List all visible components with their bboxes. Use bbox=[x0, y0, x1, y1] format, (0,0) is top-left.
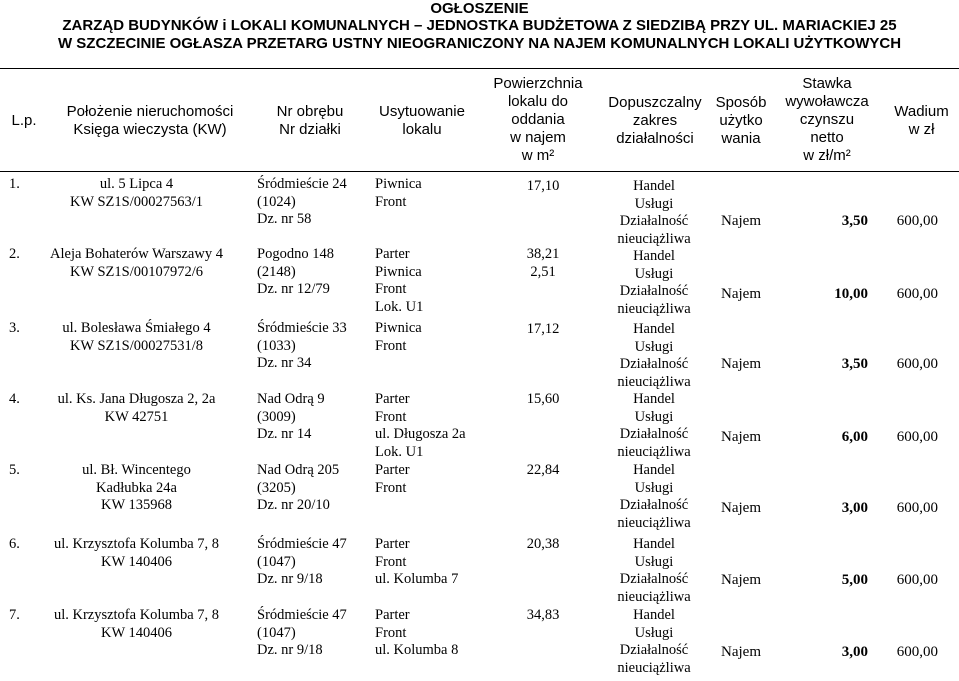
row-zakres-line: Działalność bbox=[619, 426, 689, 442]
row-wadium: 600,00 bbox=[896, 644, 938, 660]
col-wadium-header bbox=[884, 103, 959, 139]
row-stawka: 3,00 bbox=[841, 644, 868, 660]
row-zakres bbox=[598, 248, 710, 318]
row-usytuowanie-line: Front bbox=[375, 553, 407, 570]
column-header-line: L.p. bbox=[11, 112, 37, 129]
row-location-line: KW SZ1S/00027531/8 bbox=[69, 337, 204, 354]
row-zakres-line: Handel bbox=[633, 607, 675, 623]
row-zakres-line: Usługi bbox=[634, 338, 674, 355]
row-lp: 5. bbox=[9, 462, 20, 478]
row-area bbox=[508, 536, 578, 554]
row-obreb-line: Dz. nr 9/18 bbox=[257, 642, 323, 658]
row-location-line: KW SZ1S/00107972/6 bbox=[69, 263, 204, 280]
row-wadium: 600,00 bbox=[896, 500, 938, 516]
row-zakres-line: nieuciążliwa bbox=[617, 588, 691, 605]
row-lp: 1. bbox=[9, 176, 20, 192]
row-usytuowanie-line: Piwnica bbox=[375, 176, 422, 192]
row-zakres-line: Usługi bbox=[634, 195, 674, 212]
col-lp-header bbox=[0, 112, 48, 130]
row-zakres-line: nieuciążliwa bbox=[617, 514, 691, 531]
row-zakres-line: nieuciążliwa bbox=[617, 659, 691, 676]
col-area-header bbox=[478, 75, 598, 165]
row-usytuowanie-line: Front bbox=[375, 479, 407, 496]
announcement-issuer: ZARZĄD BUDYNKÓW i LOKALI KOMUNALNYCH – JEDNOSTKA BUDŻETOWA Z SIEDZIBĄ PRZY UL. MARIACKIEJ 25 bbox=[62, 17, 897, 34]
row-obreb-line: (2148) bbox=[257, 263, 296, 280]
row-usytuowanie-line: Front bbox=[375, 624, 407, 641]
row-zakres-line: Działalność bbox=[619, 213, 689, 229]
row-location-line: KW 42751 bbox=[104, 408, 169, 425]
row-obreb-line: Pogodno 148 bbox=[257, 246, 334, 262]
row-stawka: 3,50 bbox=[841, 213, 868, 229]
row-zakres-line: Handel bbox=[633, 321, 675, 337]
row-location-line: ul. Bolesława Śmiałego 4 bbox=[62, 320, 211, 336]
row-sposob: Najem bbox=[721, 213, 761, 229]
col-location-header bbox=[50, 103, 250, 139]
row-location bbox=[29, 607, 244, 642]
column-header-line: działalności bbox=[616, 130, 694, 147]
row-usytuowanie-line: Piwnica bbox=[375, 263, 422, 280]
row-usytuowanie-line: Parter bbox=[375, 536, 410, 552]
row-obreb-line: (1024) bbox=[257, 193, 296, 210]
row-lp: 6. bbox=[9, 536, 20, 552]
row-area bbox=[508, 391, 578, 409]
column-header-line: zakres bbox=[632, 112, 678, 129]
row-zakres-line: nieuciążliwa bbox=[617, 300, 691, 317]
row-zakres bbox=[598, 607, 710, 677]
row-area-line: 17,12 bbox=[526, 321, 560, 337]
row-wadium: 600,00 bbox=[896, 286, 938, 302]
row-usytuowanie bbox=[375, 391, 466, 461]
column-header-line: Nr obrębu bbox=[276, 103, 344, 120]
table-top-rule bbox=[0, 68, 959, 69]
row-obreb-line: (1047) bbox=[257, 553, 296, 570]
row-obreb-line: (3009) bbox=[257, 408, 296, 425]
row-location-line: Kadłubka 24a bbox=[96, 479, 177, 496]
row-area-line: 38,21 bbox=[526, 246, 560, 262]
row-location bbox=[29, 176, 244, 211]
row-usytuowanie-line: ul. Kolumba 8 bbox=[375, 642, 459, 658]
row-stawka: 10,00 bbox=[834, 286, 868, 302]
row-obreb-line: Dz. nr 58 bbox=[257, 211, 312, 227]
column-header-line: Wadium bbox=[894, 103, 949, 120]
row-area bbox=[508, 321, 578, 339]
row-usytuowanie-line: Piwnica bbox=[375, 320, 422, 336]
row-location-line: KW 140406 bbox=[100, 553, 173, 570]
row-sposob: Najem bbox=[721, 572, 761, 588]
row-zakres-line: Działalność bbox=[619, 571, 689, 587]
row-zakres-line: Handel bbox=[633, 462, 675, 478]
row-zakres-line: nieuciążliwa bbox=[617, 230, 691, 247]
row-zakres-line: Usługi bbox=[634, 479, 674, 496]
row-location-line: KW SZ1S/00027563/1 bbox=[69, 193, 204, 210]
row-usytuowanie-line: Front bbox=[375, 193, 407, 210]
row-lp: 4. bbox=[9, 391, 20, 407]
row-obreb-line: (1033) bbox=[257, 337, 296, 354]
row-usytuowanie-line: ul. Kolumba 7 bbox=[375, 571, 459, 587]
row-location-line: ul. Bł. Wincentego bbox=[82, 462, 191, 478]
row-usytuowanie-line: Front bbox=[375, 408, 407, 425]
row-zakres bbox=[598, 391, 710, 461]
column-header-line: Powierzchnia bbox=[493, 75, 583, 92]
row-usytuowanie bbox=[375, 536, 458, 589]
row-obreb-line: Dz. nr 34 bbox=[257, 355, 312, 371]
column-header-line: Usytuowanie bbox=[379, 103, 465, 120]
row-usytuowanie-line: Front bbox=[375, 337, 407, 354]
row-location bbox=[29, 391, 244, 426]
row-usytuowanie-line: Parter bbox=[375, 607, 410, 623]
row-wadium: 600,00 bbox=[896, 429, 938, 445]
row-obreb-line: (3205) bbox=[257, 479, 296, 496]
row-area-line: 17,10 bbox=[526, 178, 560, 194]
row-area-line: 15,60 bbox=[526, 391, 560, 407]
row-usytuowanie-line: Parter bbox=[375, 391, 410, 407]
column-header-line: czynszu bbox=[799, 111, 855, 128]
row-usytuowanie-line: Parter bbox=[375, 462, 410, 478]
row-obreb-line: Śródmieście 47 bbox=[257, 536, 347, 552]
row-wadium: 600,00 bbox=[896, 213, 938, 229]
table-header-rule bbox=[0, 171, 959, 172]
row-obreb-line: Dz. nr 9/18 bbox=[257, 571, 323, 587]
row-stawka: 3,50 bbox=[841, 356, 868, 372]
row-zakres-line: Usługi bbox=[634, 408, 674, 425]
column-header-line: w zł/m² bbox=[803, 147, 851, 164]
row-sposob: Najem bbox=[721, 644, 761, 660]
row-area bbox=[508, 246, 578, 281]
row-usytuowanie-line: Lok. U1 bbox=[375, 443, 424, 460]
row-area-line: 2,51 bbox=[530, 263, 556, 280]
row-obreb bbox=[257, 246, 334, 299]
row-obreb bbox=[257, 176, 347, 229]
row-zakres-line: nieuciążliwa bbox=[617, 443, 691, 460]
row-obreb-line: Dz. nr 14 bbox=[257, 426, 312, 442]
row-area bbox=[508, 607, 578, 625]
row-zakres-line: Handel bbox=[633, 248, 675, 264]
row-usytuowanie bbox=[375, 607, 458, 660]
row-obreb-line: Dz. nr 20/10 bbox=[257, 497, 330, 513]
col-sposob-header bbox=[712, 94, 770, 148]
announcement-title: OGŁOSZENIE bbox=[430, 0, 529, 17]
row-area-line: 20,38 bbox=[526, 536, 560, 552]
row-wadium: 600,00 bbox=[896, 356, 938, 372]
row-usytuowanie-line: Parter bbox=[375, 246, 410, 262]
col-usytuowanie-header bbox=[368, 103, 476, 139]
row-location bbox=[29, 246, 244, 281]
row-zakres-line: Usługi bbox=[634, 265, 674, 282]
row-obreb bbox=[257, 536, 347, 589]
column-header-line: wania bbox=[721, 130, 761, 147]
row-sposob: Najem bbox=[721, 429, 761, 445]
column-header-line: oddania bbox=[511, 111, 565, 128]
row-usytuowanie bbox=[375, 462, 410, 497]
row-location-line: ul. Krzysztofa Kolumba 7, 8 bbox=[53, 536, 220, 552]
row-stawka: 3,00 bbox=[841, 500, 868, 516]
row-zakres-line: Działalność bbox=[619, 356, 689, 372]
row-usytuowanie bbox=[375, 246, 423, 316]
row-lp: 3. bbox=[9, 320, 20, 336]
row-usytuowanie bbox=[375, 176, 422, 211]
row-zakres-line: Działalność bbox=[619, 283, 689, 299]
row-sposob: Najem bbox=[721, 500, 761, 516]
row-zakres-line: Działalność bbox=[619, 497, 689, 513]
column-header-line: w najem bbox=[510, 129, 566, 146]
row-obreb-line: Nad Odrą 9 bbox=[257, 391, 325, 407]
row-zakres-line: Usługi bbox=[634, 553, 674, 570]
row-usytuowanie-line: Lok. U1 bbox=[375, 298, 424, 315]
column-header-line: Dopuszczalny bbox=[608, 94, 702, 111]
row-obreb-line: Śródmieście 33 bbox=[257, 320, 347, 336]
row-obreb-line: (1047) bbox=[257, 624, 296, 641]
row-area-line: 34,83 bbox=[526, 607, 560, 623]
column-header-line: Położenie nieruchomości bbox=[66, 103, 234, 120]
row-area-line: 22,84 bbox=[526, 462, 560, 478]
row-zakres bbox=[598, 321, 710, 391]
row-location-line: ul. Ks. Jana Długosza 2, 2a bbox=[57, 391, 216, 407]
row-zakres-line: Działalność bbox=[619, 642, 689, 658]
row-zakres bbox=[598, 178, 710, 248]
row-location bbox=[29, 536, 244, 571]
row-sposob: Najem bbox=[721, 286, 761, 302]
column-header-line: w m² bbox=[521, 147, 555, 164]
row-zakres-line: Handel bbox=[633, 178, 675, 194]
col-zakres-header bbox=[600, 94, 710, 148]
row-lp: 2. bbox=[9, 246, 20, 262]
row-wadium: 600,00 bbox=[896, 572, 938, 588]
row-zakres bbox=[598, 536, 710, 606]
row-usytuowanie-line: Front bbox=[375, 281, 407, 297]
col-obreb-header bbox=[255, 103, 365, 139]
row-usytuowanie-line: ul. Długosza 2a bbox=[375, 426, 466, 442]
column-header-line: Sposób bbox=[715, 94, 767, 111]
row-obreb-line: Śródmieście 24 bbox=[257, 176, 347, 192]
column-header-line: Nr działki bbox=[279, 121, 341, 138]
row-stawka: 6,00 bbox=[841, 429, 868, 445]
row-location-line: Aleja Bohaterów Warszawy 4 bbox=[50, 246, 223, 262]
row-location bbox=[29, 462, 244, 515]
row-location-line: ul. Krzysztofa Kolumba 7, 8 bbox=[53, 607, 220, 623]
row-obreb bbox=[257, 320, 347, 373]
row-zakres-line: Handel bbox=[633, 391, 675, 407]
column-header-line: Stawka bbox=[802, 75, 852, 92]
row-obreb bbox=[257, 607, 347, 660]
row-obreb-line: Dz. nr 12/79 bbox=[257, 281, 330, 297]
column-header-line: netto bbox=[810, 129, 844, 146]
row-area bbox=[508, 178, 578, 196]
column-header-line: wywoławcza bbox=[785, 93, 869, 110]
row-obreb-line: Nad Odrą 205 bbox=[257, 462, 340, 478]
row-obreb-line: Śródmieście 47 bbox=[257, 607, 347, 623]
row-usytuowanie bbox=[375, 320, 422, 355]
row-sposob: Najem bbox=[721, 356, 761, 372]
row-location-line: KW 135968 bbox=[100, 497, 173, 513]
row-obreb bbox=[257, 462, 339, 515]
row-stawka: 5,00 bbox=[841, 572, 868, 588]
row-area bbox=[508, 462, 578, 480]
announcement-subject: W SZCZECINIE OGŁASZA PRZETARG USTNY NIEOGRANICZONY NA NAJEM KOMUNALNYCH LOKALI UŻYTKOWYCH bbox=[57, 35, 902, 52]
column-header-line: użytko bbox=[719, 112, 763, 129]
row-location bbox=[29, 320, 244, 355]
column-header-line: lokalu bbox=[402, 121, 442, 138]
row-zakres bbox=[598, 462, 710, 532]
column-header-line: w zł bbox=[908, 121, 935, 138]
row-zakres-line: nieuciążliwa bbox=[617, 373, 691, 390]
column-header-line: Księga wieczysta (KW) bbox=[73, 121, 227, 138]
row-location-line: ul. 5 Lipca 4 bbox=[99, 176, 174, 192]
row-zakres-line: Usługi bbox=[634, 624, 674, 641]
row-obreb bbox=[257, 391, 325, 444]
row-lp: 7. bbox=[9, 607, 20, 623]
row-location-line: KW 140406 bbox=[100, 624, 173, 641]
col-stawka-header bbox=[772, 75, 882, 165]
column-header-line: lokalu do bbox=[507, 93, 569, 110]
row-zakres-line: Handel bbox=[633, 536, 675, 552]
